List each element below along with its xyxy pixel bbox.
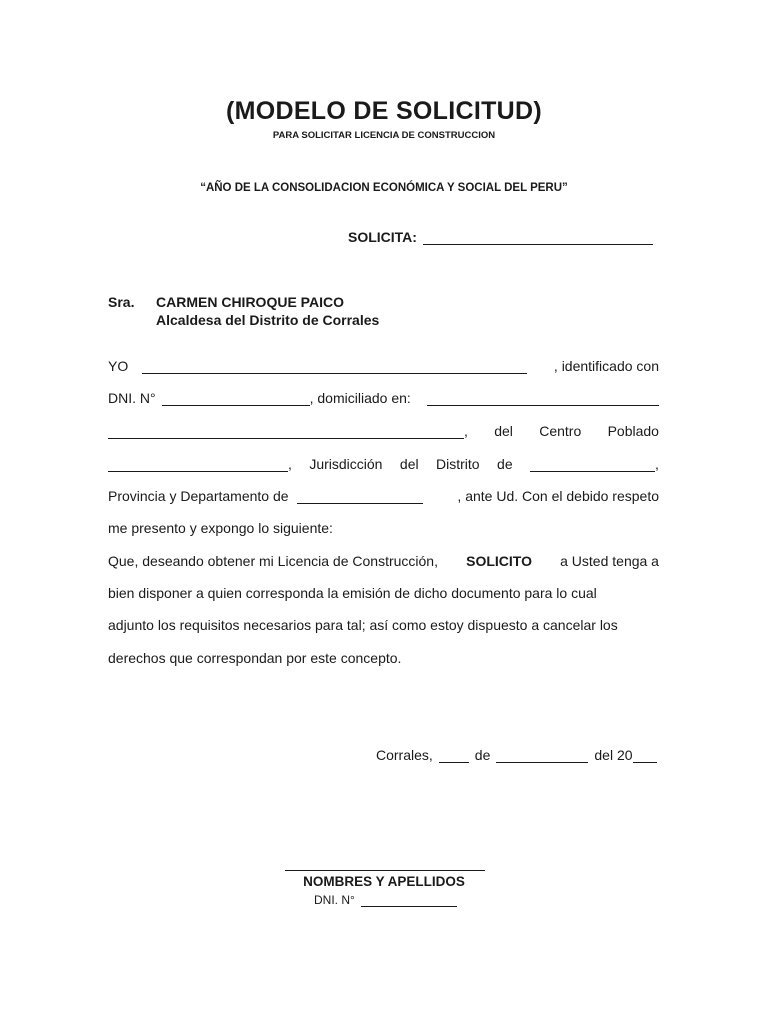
day-blank <box>439 748 469 763</box>
body-line-provincia: Provincia y Departamento de , ante Ud. Con el debido respeto <box>108 488 659 504</box>
addressee-block <box>108 292 379 328</box>
document-title: (MODELO DE SOLICITUD) <box>225 97 542 125</box>
identificado-label: , identificado con <box>553 358 659 374</box>
distrito-blank <box>530 457 655 472</box>
document-subtitle: PARA SOLICITAR LICENCIA DE CONSTRUCCION <box>272 130 496 141</box>
addressee-position: Alcaldesa del Distrito de Corrales <box>156 312 380 328</box>
addressee-prefix: Sra. <box>108 294 135 310</box>
address-blank <box>427 391 659 406</box>
solicito-word: SOLICITO <box>466 553 532 569</box>
solicita-label: SOLICITA: <box>348 229 417 245</box>
signature-line <box>285 870 485 871</box>
name-blank <box>142 359 527 374</box>
dni-blank <box>162 391 310 406</box>
body-line-4: derechos que correspondan por este concepto. <box>108 650 402 666</box>
body-line-yo <box>108 356 659 374</box>
solicita-field <box>348 229 653 245</box>
dni-label: DNI. N° <box>108 390 156 406</box>
signature-dni: DNI. N° <box>314 891 457 907</box>
date-line: Corrales, de del 20 <box>376 745 657 763</box>
provincia-blank <box>297 489 423 504</box>
body-line-jurisdiccion: , Jurisdicción del Distrito de , <box>108 454 659 472</box>
body-line-que: Que, deseando obtener mi Licencia de Construcción, SOLICITO a Usted tenga a <box>108 553 659 569</box>
addressee-name: CARMEN CHIROQUE PAICO <box>156 294 344 310</box>
solicita-blank <box>423 230 653 245</box>
year-motto: “AÑO DE LA CONSOLIDACION ECONÓMICA Y SOCIAL DEL PERU” <box>200 182 568 194</box>
year-blank <box>633 748 657 763</box>
domiciliado-label: , domiciliado en: <box>309 390 411 406</box>
poblado-blank <box>108 457 288 472</box>
signature-dni-blank <box>361 894 457 907</box>
body-line-presento: me presento y expongo lo siguiente: <box>108 520 333 536</box>
body-line-dni <box>108 388 659 406</box>
body-line-2: bien disponer a quien corresponda la emisión de dicho documento para lo cual <box>108 585 597 601</box>
body-line-3: adjunto los requisitos necesarios para tal; así como estoy dispuesto a cancelar los <box>108 617 618 633</box>
body-line-centro: , del Centro Poblado <box>108 421 659 439</box>
month-blank <box>496 748 588 763</box>
yo-label: YO <box>108 358 129 374</box>
signature-name-label: NOMBRES Y APELLIDOS <box>303 874 465 889</box>
address-blank-2 <box>108 424 464 439</box>
